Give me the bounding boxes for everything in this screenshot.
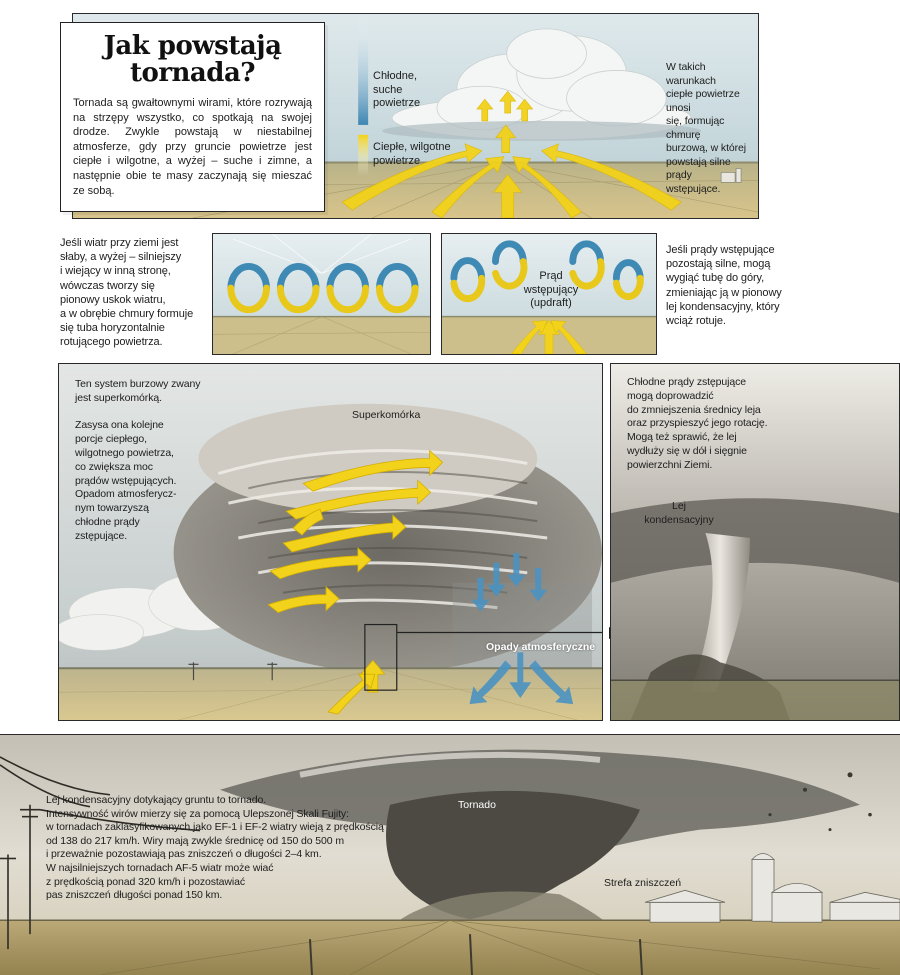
caption-downdraft: Chłodne prądy zstępujące mogą doprowadzić do zmniejszenia średnicy leja oraz przyspieszyć jego rotację. Mogą też sprawić, że lej wydłuży się w dół i sięgnie powierzchni Ziemi. bbox=[627, 376, 768, 471]
panel-updraft-tilt bbox=[441, 233, 657, 355]
page-title: Jak powstają tornada? bbox=[103, 31, 282, 88]
panel-tornado bbox=[0, 734, 900, 975]
caption-wind-shear: Jeśli wiatr przy ziemi jest słaby, a wyżej – silniejszy i wiejący w inną stronę, wówczas tworzy się pionowy uskok wiatru, a w obrębie chmury formuje się tuba horyzontalnie rotującego powietrza. bbox=[60, 237, 194, 349]
label-tornado: Tornado bbox=[458, 799, 496, 811]
intro-paragraph: Tornada są gwałtownymi wirami, które rozrywają na strzępy wszystko, co spotkają na swojej drodze. Zwykle powstają w niestabilnej atmosferze, gdy przy gruncie powietrze jest ciepłe i wilgotne, a wyżej – suche i zimne, a następnie obie te masy zaczynają się mieszać ze sobą. bbox=[73, 97, 312, 197]
caption-storm-forming: W takich warunkach ciepłe powietrze unosi się, formując chmurę burzową, w której powstają silne prądy wstępujące. bbox=[666, 61, 746, 195]
caption-tornado: Lej kondensacyjny dotykający gruntu to tornado. Intensywność wirów mierzy się za pomocą Ulepszonej Skali Fujity: w tornadach zaklasyfikowanych jako EF-1 i EF-2 wiatry wieją z prędkością od 138 do 217 km/h. Wiry mają zwykle średnicę od 150 do 500 m i przeważnie pozostawiają pas zniszczeń o długości 2–4 km. W najsilniejszych tornadach AF-5 wiatr może wiać z prędkością ponad 320 km/h i pozostawiać pas zniszczeń długości ponad 150 km. bbox=[46, 794, 384, 902]
panel-horizontal-rotation bbox=[212, 233, 431, 355]
label-funnel: Lej kondensacyjny bbox=[644, 500, 714, 526]
panel-supercell bbox=[58, 363, 603, 721]
scene-horizontal-tube bbox=[213, 234, 430, 354]
label-updraft: Prąd wstępujący (updraft) bbox=[523, 270, 579, 309]
caption-supercell: Ten system burzowy zwany jest superkomórką. Zasysa ona kolejne porcje ciepłego, wilgotnego powietrza, co zwiększa moc prądów wstępujących. Opadom atmosferycz- nym towarzyszą chłodne prądy zstępujące. bbox=[75, 378, 201, 542]
label-precipitation: Opady atmosferyczne bbox=[486, 641, 596, 653]
label-cold-dry-air: Chłodne, suche powietrze bbox=[373, 70, 421, 109]
caption-vertical-funnel: Jeśli prądy wstępujące pozostają silne, mogą wygiąć tubę do góry, zmieniając ją w pionowy lej kondensacyjny, który wciąż rotuje. bbox=[666, 244, 782, 328]
label-damage-zone: Strefa zniszczeń bbox=[604, 877, 682, 889]
panel-condensation-funnel bbox=[610, 363, 900, 721]
title-box bbox=[60, 22, 325, 212]
label-supercell: Superkomórka bbox=[352, 409, 421, 421]
label-warm-humid-air: Ciepłe, wilgotne powietrze bbox=[373, 141, 451, 167]
